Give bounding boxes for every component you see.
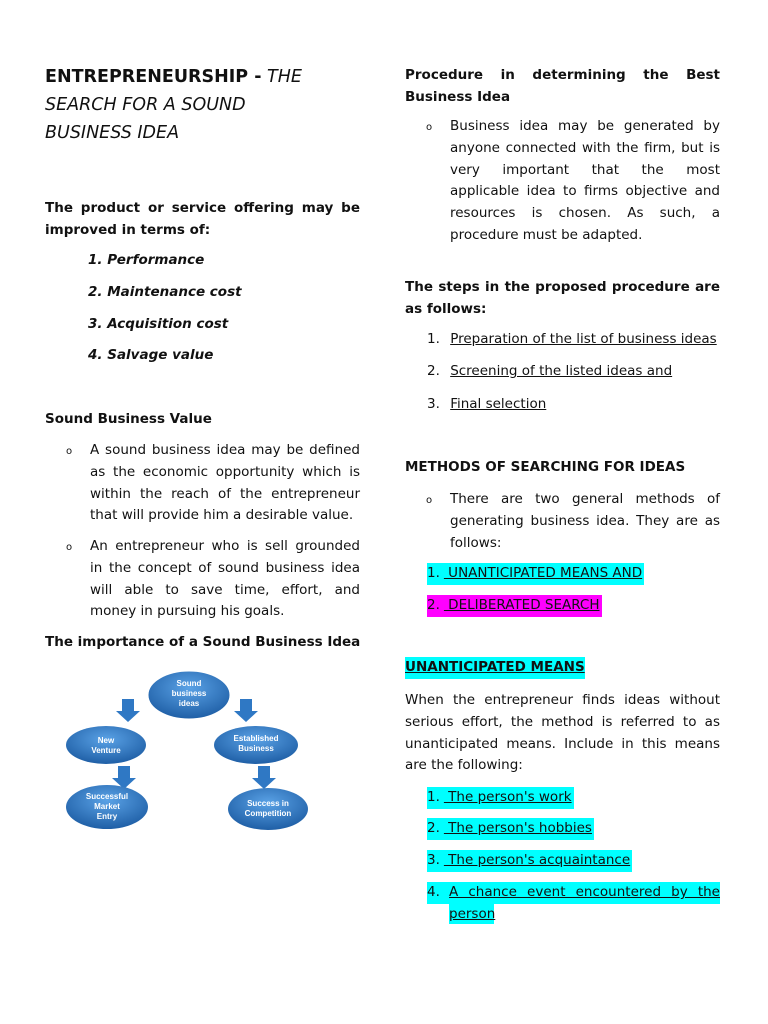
svg-text:Entry: Entry: [96, 812, 118, 821]
list-text: The person's hobbies: [443, 820, 592, 836]
improve-heading: The product or service offering may be improved in terms of:: [45, 200, 360, 238]
svg-text:Established: Established: [233, 734, 279, 743]
importance-heading: The importance of a Sound Business Idea: [45, 634, 361, 650]
svg-text:New: New: [97, 736, 115, 745]
unanticipated-item-1: [427, 787, 574, 809]
list-number: 3.: [427, 852, 440, 868]
unanticipated-item-3: [427, 850, 632, 872]
methods-heading: METHODS OF SEARCHING FOR IDEAS: [405, 459, 686, 475]
list-number: 2.: [427, 363, 440, 379]
list-number: 2.: [427, 597, 440, 613]
svg-text:Business: Business: [238, 744, 274, 753]
svg-text:ideas: ideas: [178, 699, 200, 708]
steps-heading: The steps in the proposed procedure are as follows:: [405, 279, 720, 317]
title-italic: THE: [261, 67, 302, 87]
svg-text:Market: Market: [94, 802, 120, 811]
unanticipated-heading: UNANTICIPATED MEANS: [405, 657, 585, 679]
methods-paragraph: There are two general methods of generating business idea. They are as follows:: [450, 491, 720, 551]
list-number: 1.: [427, 789, 440, 805]
diagram-node-new-venture: [66, 726, 146, 764]
procedure-heading: Procedure in determining the Best Business Idea: [405, 67, 720, 105]
arrow-down-icon: [252, 766, 276, 789]
list-text: The person's work: [443, 789, 572, 805]
bullet-marker: o: [66, 542, 73, 553]
unanticipated-paragraph: When the entrepreneur finds ideas without serious effort, the method is referred to as unanticipated means. Include in this means are the following:: [405, 692, 720, 774]
sound-value-paragraph-2: An entrepreneur who is sell grounded in the concept of sound business idea will able to save time, effort, and money in pursuing his goals.: [90, 538, 360, 620]
bullet-marker: o: [66, 446, 73, 457]
arrow-down-icon: [116, 699, 140, 722]
list-text: A chance event encountered by the person: [449, 884, 720, 922]
svg-text:Competition: Competition: [244, 809, 292, 818]
bullet-marker: o: [426, 495, 433, 506]
method-item-2: [427, 595, 602, 617]
svg-text:Venture: Venture: [91, 746, 121, 755]
list-text: Final selection: [450, 396, 547, 412]
list-number: 1.: [427, 565, 440, 581]
method-item-1: [427, 563, 644, 585]
step-item-2: [427, 361, 672, 383]
title-line-3: BUSINESS IDEA: [45, 123, 180, 143]
improve-item-1: 1. Performance: [88, 252, 205, 268]
list-number: 3.: [427, 396, 440, 412]
title-line-1: [45, 62, 302, 92]
title-line-2: SEARCH FOR A SOUND: [45, 95, 246, 115]
list-number: 2.: [427, 820, 440, 836]
list-text: DELIBERATED SEARCH: [443, 597, 600, 613]
sound-value-paragraph-1: A sound business idea may be defined as the economic opportunity which is within the reach of the entrepreneur that will provide him a desirable value.: [90, 442, 360, 524]
unanticipated-item-4: [427, 882, 720, 926]
step-item-1: [427, 329, 717, 351]
procedure-paragraph: Business idea may be generated by anyone connected with the firm, but is very important that the most applicable idea to firms objective and resources is chosen. As such, a procedure must be adapted.: [450, 118, 720, 243]
list-text: UNANTICIPATED MEANS AND: [443, 565, 643, 581]
improve-item-4: 4. Salvage value: [88, 347, 214, 363]
sound-value-heading: Sound Business Value: [45, 411, 212, 427]
improve-item-3: 3. Acquisition cost: [88, 316, 229, 332]
step-item-3: [427, 394, 546, 416]
improve-item-2: 2. Maintenance cost: [88, 284, 242, 300]
list-text: Screening of the listed ideas and: [450, 363, 673, 379]
title-bold: ENTREPRENEURSHIP -: [45, 67, 262, 87]
diagram-node-competition: [228, 788, 308, 830]
unanticipated-item-2: [427, 818, 594, 840]
diagram-node-market-entry: [66, 785, 148, 829]
svg-text:Success in: Success in: [247, 799, 289, 808]
bullet-marker: o: [426, 122, 433, 133]
diagram-node-top: [148, 671, 230, 719]
list-text: Preparation of the list of business ideas: [450, 331, 717, 347]
list-text: The person's acquaintance: [443, 852, 631, 868]
svg-text:business: business: [171, 689, 207, 698]
svg-text:Successful: Successful: [85, 792, 129, 801]
arrow-down-icon: [234, 699, 258, 722]
importance-diagram: [60, 668, 340, 838]
list-number: 1.: [427, 331, 440, 347]
diagram-node-established-business: [214, 726, 298, 764]
list-number: 4.: [427, 884, 440, 900]
svg-text:Sound: Sound: [176, 679, 202, 688]
